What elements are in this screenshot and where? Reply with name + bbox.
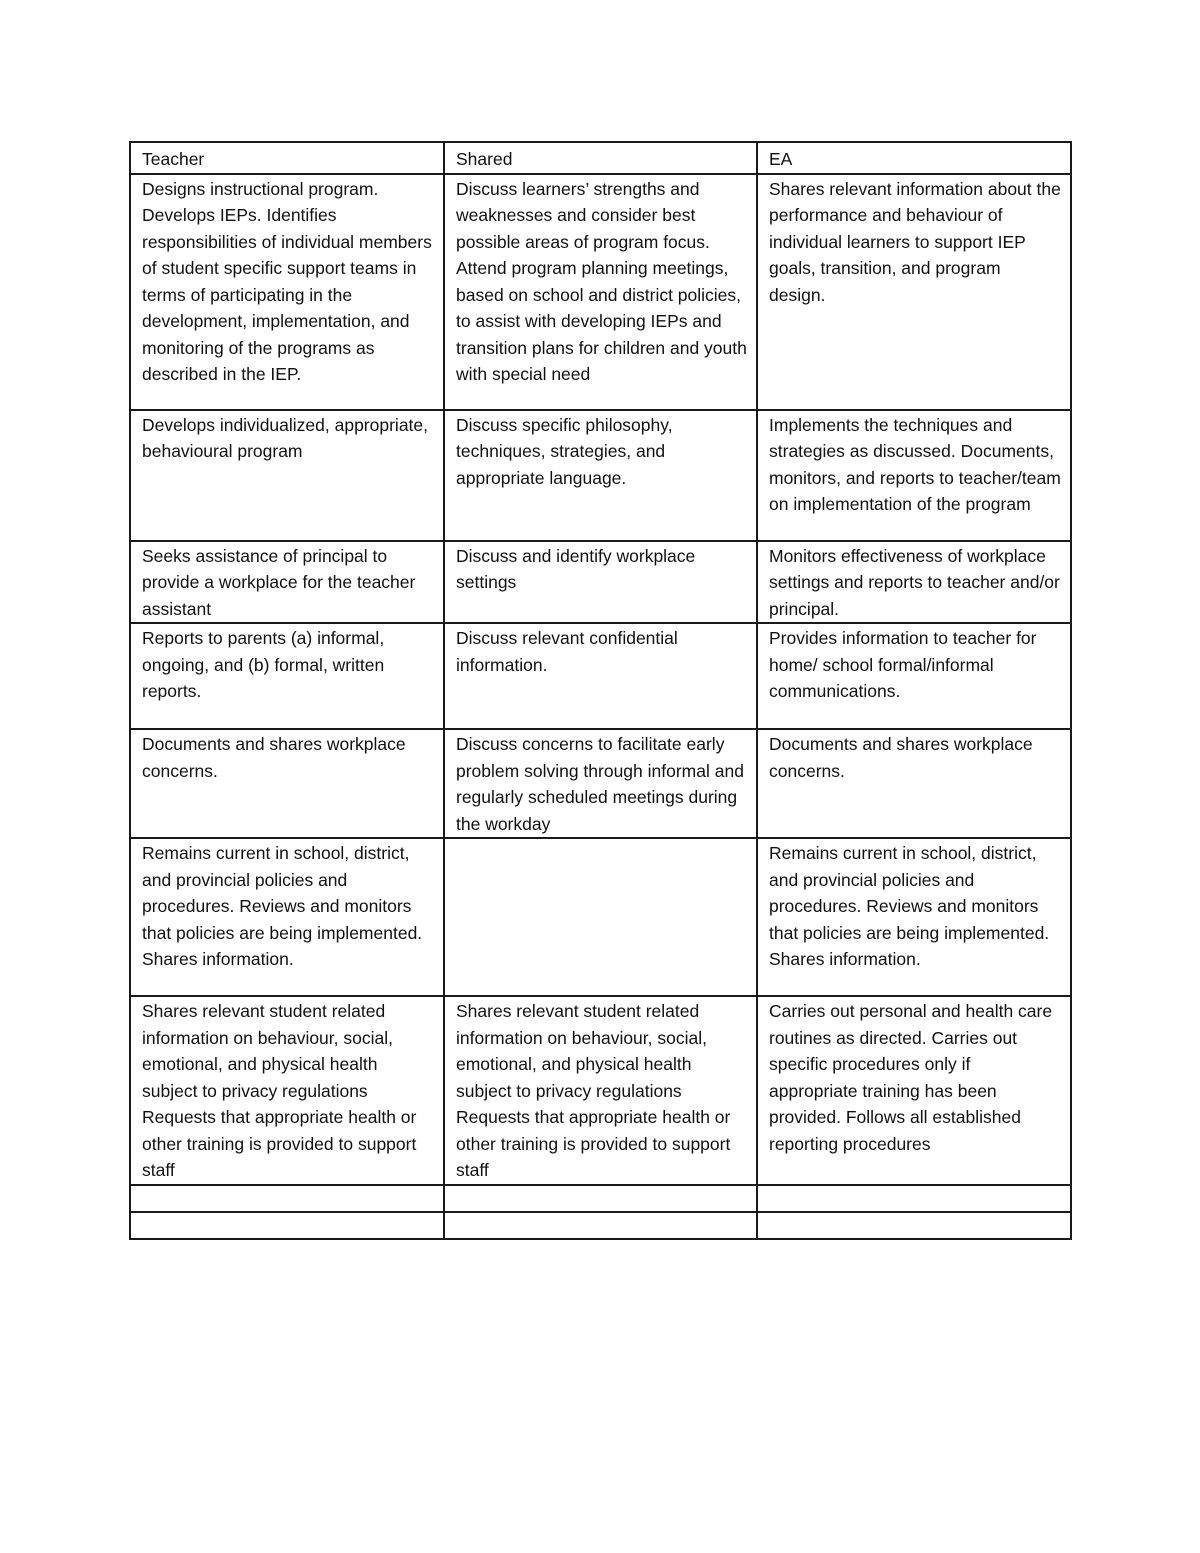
shared-cell xyxy=(444,1185,757,1212)
empty-table-row xyxy=(130,1212,1071,1239)
header-teacher: Teacher xyxy=(130,142,444,174)
teacher-cell: Documents and shares workplace concerns. xyxy=(130,729,444,838)
table-row xyxy=(130,174,1071,410)
teacher-cell: Shares relevant student related information on behaviour, social, emotional, and physical health subject to privacy regulations Requests that appropriate health or other training is provided to support staff xyxy=(130,996,444,1185)
header-shared: Shared xyxy=(444,142,757,174)
shared-cell: Discuss concerns to facilitate early problem solving through informal and regularly scheduled meetings during the workday xyxy=(444,729,757,838)
table-header-row xyxy=(130,142,1071,174)
teacher-cell: Remains current in school, district, and provincial policies and procedures. Reviews and monitors that policies are being implemented. Shares information. xyxy=(130,838,444,996)
ea-cell: Monitors effectiveness of workplace settings and reports to teacher and/or principal. xyxy=(757,541,1071,624)
ea-cell: Documents and shares workplace concerns. xyxy=(757,729,1071,838)
shared-cell: Discuss and identify workplace settings xyxy=(444,541,757,624)
empty-table-row xyxy=(130,1185,1071,1212)
shared-cell xyxy=(444,838,757,996)
ea-cell: Carries out personal and health care routines as directed. Carries out specific procedures only if appropriate training has been provided. Follows all established reporting procedures xyxy=(757,996,1071,1185)
teacher-cell: Develops individualized, appropriate, behavioural program xyxy=(130,410,444,541)
ea-cell xyxy=(757,1185,1071,1212)
ea-cell: Shares relevant information about the performance and behaviour of individual learners to support IEP goals, transition, and program design. xyxy=(757,174,1071,410)
shared-cell: Discuss relevant confidential information. xyxy=(444,623,757,729)
table-row xyxy=(130,838,1071,996)
shared-cell: Shares relevant student related information on behaviour, social, emotional, and physical health subject to privacy regulations Requests that appropriate health or other training is provided to support staff xyxy=(444,996,757,1185)
teacher-cell xyxy=(130,1212,444,1239)
table-row xyxy=(130,996,1071,1185)
ea-cell xyxy=(757,1212,1071,1239)
table-row xyxy=(130,623,1071,729)
table-row xyxy=(130,729,1071,838)
shared-cell: Discuss learners’ strengths and weaknesses and consider best possible areas of program focus. Attend program planning meetings, based on school and district policies, to assist with developing IEPs and transition plans for children and youth with special need xyxy=(444,174,757,410)
table-row xyxy=(130,541,1071,624)
teacher-cell xyxy=(130,1185,444,1212)
ea-cell: Implements the techniques and strategies as discussed. Documents, monitors, and reports to teacher/team on implementation of the program xyxy=(757,410,1071,541)
roles-table xyxy=(129,141,1072,1240)
shared-cell xyxy=(444,1212,757,1239)
ea-cell: Remains current in school, district, and provincial policies and procedures. Reviews and monitors that policies are being implemented. Shares information. xyxy=(757,838,1071,996)
shared-cell: Discuss specific philosophy, techniques, strategies, and appropriate language. xyxy=(444,410,757,541)
header-ea: EA xyxy=(757,142,1071,174)
ea-cell: Provides information to teacher for home/ school formal/informal communications. xyxy=(757,623,1071,729)
teacher-cell: Seeks assistance of principal to provide a workplace for the teacher assistant xyxy=(130,541,444,624)
teacher-cell: Reports to parents (a) informal, ongoing, and (b) formal, written reports. xyxy=(130,623,444,729)
teacher-cell: Designs instructional program. Develops IEPs. Identifies responsibilities of individual members of student specific support teams in terms of participating in the development, implementation, and monitoring of the programs as described in the IEP. xyxy=(130,174,444,410)
table-row xyxy=(130,410,1071,541)
